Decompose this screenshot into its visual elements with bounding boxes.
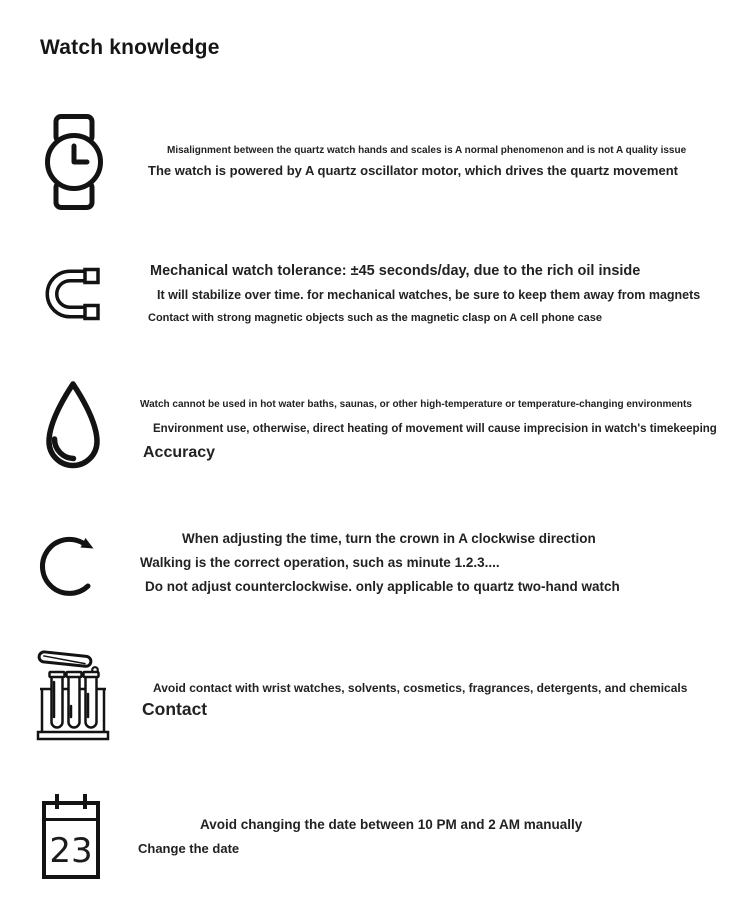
contact-heading: Contact xyxy=(142,699,208,719)
note-quartz-movement: The watch is powered by A quartz oscillator motor, which drives the quartz movement xyxy=(148,163,678,178)
note-walking-operation: Walking is the correct operation, such as minute 1.2.3.... xyxy=(140,555,500,570)
note-magnetic-objects: Contact with strong magnetic objects such as the magnetic clasp on A cell phone case xyxy=(148,312,602,324)
note-stabilize-magnets: It will stabilize over time. for mechanical watches, be sure to keep them away from magnets xyxy=(157,288,701,302)
note-hot-water-warning: Watch cannot be used in hot water baths, saunas, or other high-temperature or temperature-changing environments xyxy=(140,399,692,410)
note-chemical-contact: Avoid contact with wrist watches, solvents, cosmetics, fragrances, detergents, and chemicals xyxy=(153,681,688,695)
note-date-change-warning: Avoid changing the date between 10 PM and 2 AM manually xyxy=(200,817,583,832)
note-environment-use: Environment use, otherwise, direct heating of movement will cause imprecision in watch's timekeeping xyxy=(153,423,717,435)
note-mechanical-tolerance: Mechanical watch tolerance: ±45 seconds/day, due to the rich oil inside xyxy=(150,263,641,279)
clockwise-arrow-icon xyxy=(37,522,107,604)
page-title: Watch knowledge xyxy=(40,36,220,59)
test-tubes-icon xyxy=(36,646,110,742)
calendar-date-number: 23 xyxy=(49,831,93,871)
accuracy-heading: Accuracy xyxy=(143,444,216,461)
note-counterclockwise-warning: Do not adjust counterclockwise. only applicable to quartz two-hand watch xyxy=(145,579,620,594)
wristwatch-icon xyxy=(42,113,106,211)
calendar-icon xyxy=(40,791,102,881)
change-date-heading: Change the date xyxy=(138,841,240,856)
note-crown-clockwise: When adjusting the time, turn the crown in A clockwise direction xyxy=(182,531,596,546)
note-quartz-misalignment: Misalignment between the quartz watch hands and scales is A normal phenomenon and is not A quality issue xyxy=(167,145,687,156)
magnet-icon xyxy=(42,263,104,325)
water-drop-icon xyxy=(40,379,106,477)
